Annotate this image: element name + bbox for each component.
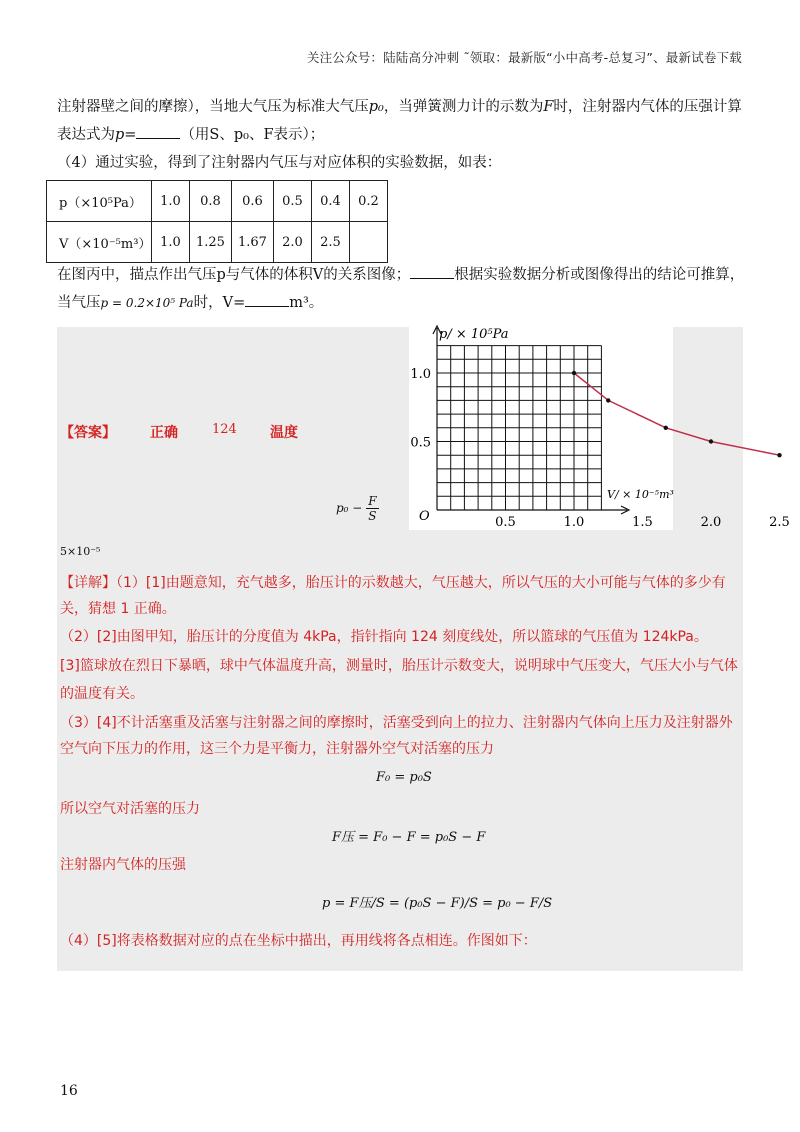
x-tick-label: 2.0 (700, 515, 722, 530)
explain-line: （4）[5]将表格数据对应的点在坐标中描出，再用线将各点相连。作图如下： (60, 933, 537, 949)
explain-line: 的温度有关。 (60, 686, 144, 702)
data-point (606, 398, 610, 402)
data-point (664, 426, 668, 430)
y-tick-label: 1.0 (410, 367, 431, 382)
q4-line-1: 在图丙中，描点作出气压p与气体的体积V的关系图像； 根据实验数据分析或图像得出的结论可推算， (57, 264, 744, 286)
answer-blank (410, 264, 454, 279)
answer-label: 【答案】 (60, 425, 116, 441)
data-point (709, 439, 713, 443)
explain-line: 所以空气对活塞的压力 (60, 801, 200, 817)
table-row (47, 222, 388, 263)
table-cell: 1.0 (152, 222, 190, 263)
table-cell: 2.0 (273, 222, 311, 263)
equation-3: p = F压/S = (p₀S − F)/S = p₀ − F/S (322, 896, 553, 911)
q4-line-2: 当气压p = 0.2×10⁵ Pa时，V= m³。 (57, 292, 323, 314)
y-tick-label: 0.5 (410, 435, 431, 451)
table-cell: 0.6 (231, 181, 273, 222)
row-header-v: V（×10⁻⁵m³） (47, 222, 152, 263)
answer-1: 正确 (150, 425, 178, 441)
q3-line-1: 注射器壁之间的摩擦），当地大气压为标准大气压p₀，当弹簧测力计的示数为F时，注射器内气体的压强计算 (57, 99, 742, 115)
equation-1: F₀ = p₀S (376, 770, 432, 785)
page-number: 16 (60, 1083, 78, 1099)
explain-line: 注射器内气体的压强 (60, 857, 186, 873)
origin-label: O (419, 509, 430, 524)
explain-line: 空气向下压力的作用，这三个力是平衡力，注射器外空气对活塞的压力 (60, 741, 494, 757)
data-point (572, 371, 576, 375)
x-tick-label: 2.5 (769, 515, 790, 530)
q3-line-2: 表达式为p= （用S、p₀、F表示）； (57, 124, 324, 146)
answer-2: 124 (212, 422, 237, 437)
answer-5: 5×10⁻⁵ (60, 545, 101, 558)
table-cell: 0.8 (190, 181, 232, 222)
explain-line: （2）[2]由图甲知，胎压计的分度值为 4kPa，指针指向 124 刻度线处，所以篮球的气压值为 124kPa。 (60, 629, 708, 645)
x-axis-label: V/ × 10⁻⁵m³ (607, 488, 674, 501)
data-table (46, 180, 388, 263)
page-header: 关注公众号：陆陆高分冲刺 ˜领取：最新版“小中高考-总复习”、最新试卷下载 (306, 50, 742, 65)
table-cell: 2.5 (311, 222, 349, 263)
x-tick-label: 1.0 (563, 515, 585, 530)
row-header-p: p（×10⁵Pa） (47, 181, 152, 222)
table-cell (349, 222, 387, 263)
answer-3: 温度 (270, 425, 298, 441)
equation-2: F压 = F₀ − F = p₀S − F (332, 830, 486, 845)
table-row (47, 181, 388, 222)
answer-4-formula: p₀ − $\frac{F}{S}$ (336, 494, 377, 523)
data-point (777, 453, 781, 457)
explain-line: 关，猜想 1 正确。 (60, 601, 176, 617)
answer-blank (245, 292, 289, 307)
x-tick-label: 1.5 (632, 515, 653, 530)
x-tick-label: 0.5 (495, 515, 516, 530)
explain-line: 【详解】（1）[1]由题意知，充气越多，胎压计的示数越大，气压越大，所以气压的大小可能与气体的多少有 (60, 575, 726, 591)
table-cell: 0.4 (311, 181, 349, 222)
pv-graph (409, 320, 790, 530)
explain-line: （3）[4]不计活塞重及活塞与注射器之间的摩擦时，活塞受到向上的拉力、注射器内气体向上压力及注射器外 (60, 715, 733, 731)
graph-axes (433, 326, 629, 514)
table-cell: 0.5 (273, 181, 311, 222)
explain-line: [3]篮球放在烈日下暴晒，球中气体温度升高，测量时，胎压计示数变大，说明球中气压变大，气压大小与气体 (60, 658, 738, 674)
table-cell: 0.2 (349, 181, 387, 222)
answer-blank (136, 124, 180, 139)
y-axis-label: p/ × 10⁵Pa (439, 327, 509, 342)
table-cell: 1.0 (152, 181, 190, 222)
table-cell: 1.25 (190, 222, 232, 263)
table-cell: 1.67 (231, 222, 273, 263)
graph-grid (437, 346, 601, 510)
q4-intro: （4）通过实验，得到了注射器内气压与对应体积的实验数据，如表： (57, 155, 502, 171)
